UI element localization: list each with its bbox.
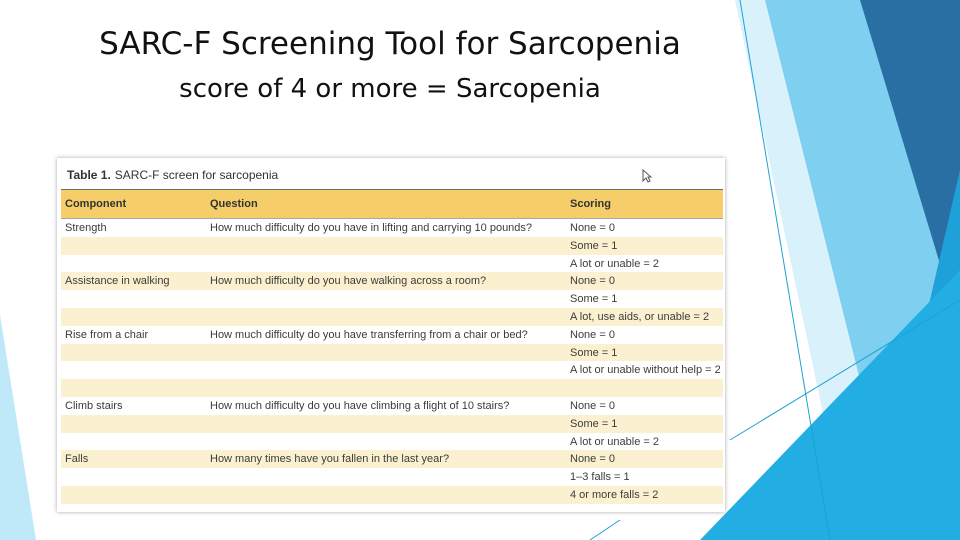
table-row: [61, 326, 723, 344]
table-row: [61, 468, 723, 486]
row-component: Falls: [65, 453, 89, 466]
row-scoring: A lot or unable = 2: [570, 435, 659, 448]
row-scoring: None = 0: [570, 275, 615, 288]
table-body: [61, 219, 723, 504]
row-question: How much difficulty do you have in lifting and carrying 10 pounds?: [210, 222, 533, 234]
header-question: Question: [210, 198, 258, 210]
row-component: Strength: [65, 222, 107, 234]
table-row: [61, 344, 723, 362]
row-component: Climb stairs: [65, 399, 123, 412]
row-scoring: None = 0: [570, 453, 615, 466]
table-header-row: [61, 189, 723, 219]
left-accent-shape: [0, 315, 36, 540]
row-scoring: 4 or more falls = 2: [570, 488, 659, 501]
row-scoring: None = 0: [570, 222, 615, 234]
table-row: [61, 255, 723, 273]
table-row: [61, 433, 723, 451]
slide-subtitle: score of 4 or more = Sarcopenia: [179, 74, 601, 104]
table-row: [61, 486, 723, 504]
row-scoring: A lot or unable = 2: [570, 257, 659, 270]
table-row: [61, 308, 723, 326]
table-row: [61, 450, 723, 468]
row-scoring: Some = 1: [570, 293, 618, 306]
row-scoring: None = 0: [570, 328, 615, 341]
header-component: Component: [65, 198, 127, 210]
header-scoring: Scoring: [570, 198, 611, 210]
table-row: [61, 361, 723, 379]
table-row: [61, 379, 723, 397]
row-question: How many times have you fallen in the last year?: [210, 453, 450, 466]
table-row: [61, 237, 723, 255]
table-caption: [67, 168, 278, 182]
table-caption-text: SARC-F screen for sarcopenia: [114, 168, 279, 182]
row-scoring: Some = 1: [570, 346, 618, 359]
row-scoring: A lot, use aids, or unable = 2: [570, 310, 710, 323]
row-scoring: Some = 1: [570, 239, 618, 252]
row-question: How much difficulty do you have climbing a flight of 10 stairs?: [210, 399, 510, 412]
row-component: Assistance in walking: [65, 275, 170, 288]
slide-title: SARC-F Screening Tool for Sarcopenia: [99, 26, 681, 62]
row-scoring: None = 0: [570, 399, 615, 412]
table-caption-label: Table 1.: [67, 168, 111, 182]
thin-line-c: [590, 520, 620, 540]
row-scoring: Some = 1: [570, 417, 618, 430]
row-scoring: A lot or unable without help = 2: [570, 364, 721, 377]
table-row: [61, 415, 723, 433]
row-question: How much difficulty do you have transferring from a chair or bed?: [210, 328, 528, 341]
row-question: How much difficulty do you have walking across a room?: [210, 275, 487, 288]
row-component: Rise from a chair: [65, 328, 149, 341]
table-row: [61, 397, 723, 415]
table-row: [61, 290, 723, 308]
row-scoring: 1–3 falls = 1: [570, 471, 630, 484]
mouse-cursor-icon: [642, 169, 652, 183]
table-row: [61, 272, 723, 290]
table-row: [61, 219, 723, 237]
sarcf-table-image: [57, 158, 725, 512]
